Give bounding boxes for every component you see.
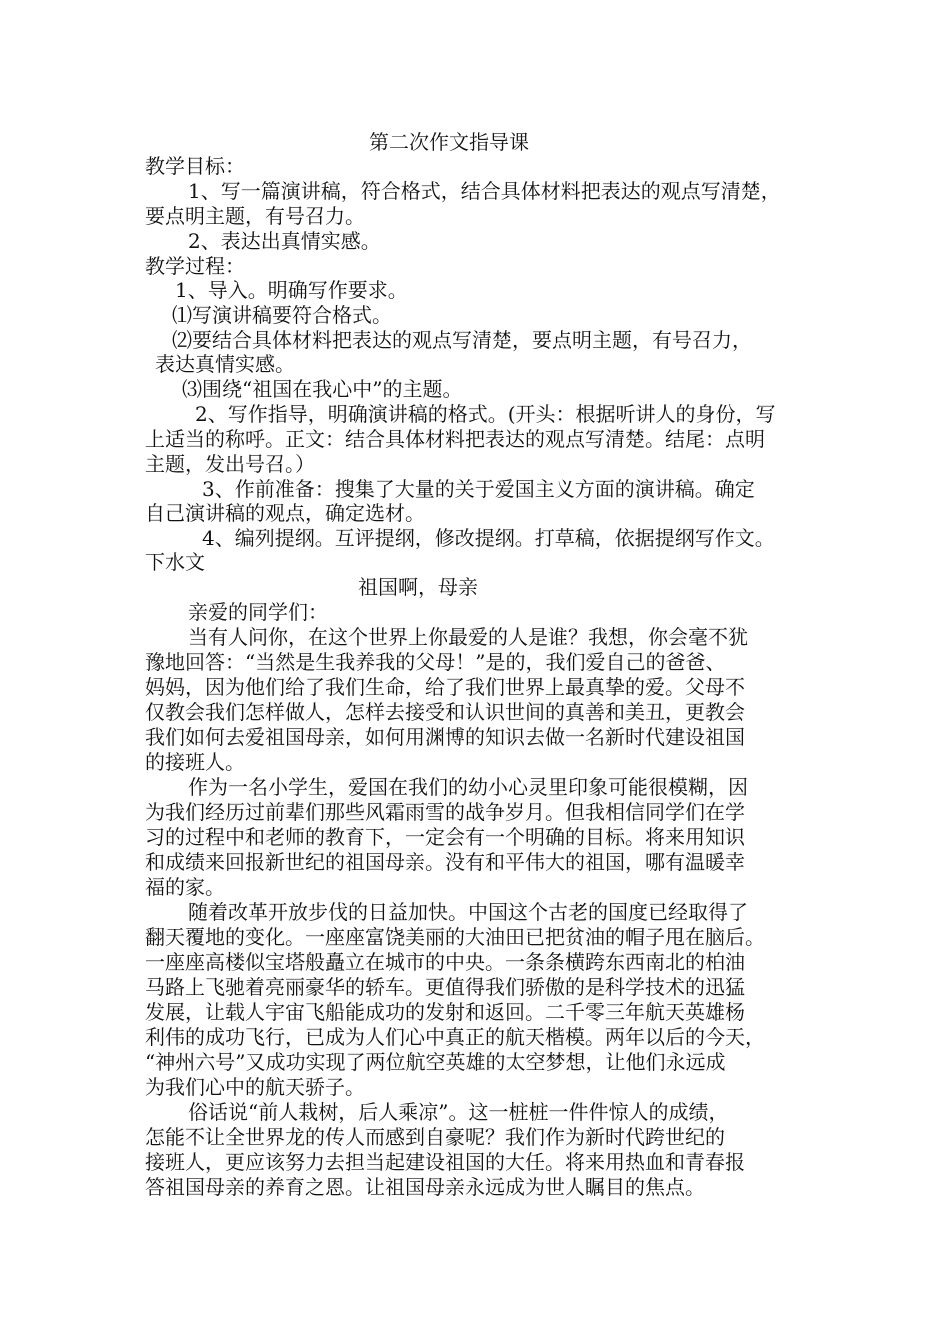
essay-paragraph-1-line-3: 妈妈，因为他们给了我们生命，给了我们世界上最真挚的爱。父母不 xyxy=(145,675,745,699)
essay-paragraph-3-line-3: 一座座高楼似宝塔般矗立在城市的中央。一条条横跨东西南北的柏油 xyxy=(145,950,745,974)
essay-paragraph-4-line-1: 俗话说“前人栽树，后人乘凉”。这一桩桩一件件惊人的成绩， xyxy=(188,1100,729,1124)
essay-paragraph-1-line-4: 仅教会我们怎样做人，怎样去接受和认识世间的真善和美丑，更教会 xyxy=(145,700,745,724)
process-step-3-line-1: 3、作前准备：搜集了大量的关于爱国主义方面的演讲稿。确定 xyxy=(202,477,755,501)
essay-paragraph-4-line-4: 答祖国母亲的养育之恩。让祖国母亲永远成为世人瞩目的焦点。 xyxy=(145,1175,705,1199)
essay-paragraph-3-line-7: “神州六号”又成功实现了两位航空英雄的太空梦想，让他们永远成 xyxy=(145,1050,726,1074)
essay-greeting: 亲爱的同学们： xyxy=(188,600,328,624)
essay-paragraph-1-line-2: 豫地回答：“当然是生我养我的父母！”是的，我们爱自己的爸爸、 xyxy=(145,650,726,674)
process-step-2-line-2: 上适当的称呼。正文：结合具体材料把表达的观点写清楚。结尾：点明 xyxy=(145,427,765,451)
essay-paragraph-3-line-2: 翻天覆地的变化。一座座富饶美丽的大油田已把贫油的帽子甩在脑后。 xyxy=(145,925,765,949)
essay-paragraph-3-line-6: 利伟的成功飞行，已成为人们心中真正的航天楷模。两年以后的今天， xyxy=(145,1025,765,1049)
essay-paragraph-3-line-8: 为我们心中的航天骄子。 xyxy=(145,1075,365,1099)
sample-essay-label: 下水文 xyxy=(145,550,205,574)
requirement-2-line-2: 表达真情实感。 xyxy=(155,352,295,376)
document-title: 第二次作文指导课 xyxy=(369,130,529,154)
essay-paragraph-3-line-5: 发展，让载人宇宙飞船能成功的发射和返回。二千零三年航天英雄杨 xyxy=(145,1000,745,1024)
goal-item-1-line-2: 要点明主题，有号召力。 xyxy=(145,204,365,228)
requirement-2-line-1: ⑵要结合具体材料把表达的观点写清楚，要点明主题，有号召力， xyxy=(172,328,752,352)
requirement-3: ⑶围绕“祖国在我心中”的主题。 xyxy=(182,377,463,401)
process-step-1: 1、导入。明确写作要求。 xyxy=(175,278,408,302)
process-step-3-line-2: 自己演讲稿的观点，确定选材。 xyxy=(145,501,425,525)
goal-item-1-line-1: 1、写一篇演讲稿，符合格式，结合具体材料把表达的观点写清楚， xyxy=(188,179,781,203)
essay-paragraph-4-line-3: 接班人，更应该努力去担当起建设祖国的大任。将来用热血和青春报 xyxy=(145,1150,745,1174)
goal-item-2: 2、表达出真情实感。 xyxy=(188,229,381,253)
essay-paragraph-2-line-1: 作为一名小学生，爱国在我们的幼小心灵里印象可能很模糊，因 xyxy=(188,775,748,799)
process-step-4: 4、编列提纲。互评提纲，修改提纲。打草稿，依据提纲写作文。 xyxy=(202,526,775,550)
process-step-2-line-3: 主题，发出号召。） xyxy=(145,452,315,476)
essay-paragraph-2-line-2: 为我们经历过前辈们那些风霜雨雪的战争岁月。但我相信同学们在学 xyxy=(145,800,745,824)
essay-paragraph-2-line-3: 习的过程中和老师的教育下，一定会有一个明确的目标。将来用知识 xyxy=(145,825,745,849)
essay-paragraph-1-line-1: 当有人问你，在这个世界上你最爱的人是谁？我想，你会毫不犹 xyxy=(188,625,748,649)
process-heading: 教学过程： xyxy=(145,254,245,278)
essay-paragraph-4-line-2: 怎能不让全世界龙的传人而感到自豪呢？我们作为新时代跨世纪的 xyxy=(145,1125,725,1149)
essay-paragraph-1-line-6: 的接班人。 xyxy=(145,750,245,774)
process-step-2-line-1: 2、写作指导，明确演讲稿的格式。(开头：根据听讲人的身份，写 xyxy=(195,402,776,426)
essay-paragraph-1-line-5: 我们如何去爱祖国母亲，如何用渊博的知识去做一名新时代建设祖国 xyxy=(145,725,745,749)
essay-paragraph-2-line-5: 福的家。 xyxy=(145,875,225,899)
requirement-1: ⑴写演讲稿要符合格式。 xyxy=(172,303,392,327)
essay-paragraph-2-line-4: 和成绩来回报新世纪的祖国母亲。没有和平伟大的祖国，哪有温暖幸 xyxy=(145,850,745,874)
essay-paragraph-3-line-1: 随着改革开放步伐的日益加快。中国这个古老的国度已经取得了 xyxy=(188,900,748,924)
goals-heading: 教学目标： xyxy=(145,154,245,178)
essay-paragraph-3-line-4: 马路上飞驰着亮丽豪华的轿车。更值得我们骄傲的是科学技术的迅猛 xyxy=(145,975,745,999)
essay-title: 祖国啊，母亲 xyxy=(358,575,478,599)
